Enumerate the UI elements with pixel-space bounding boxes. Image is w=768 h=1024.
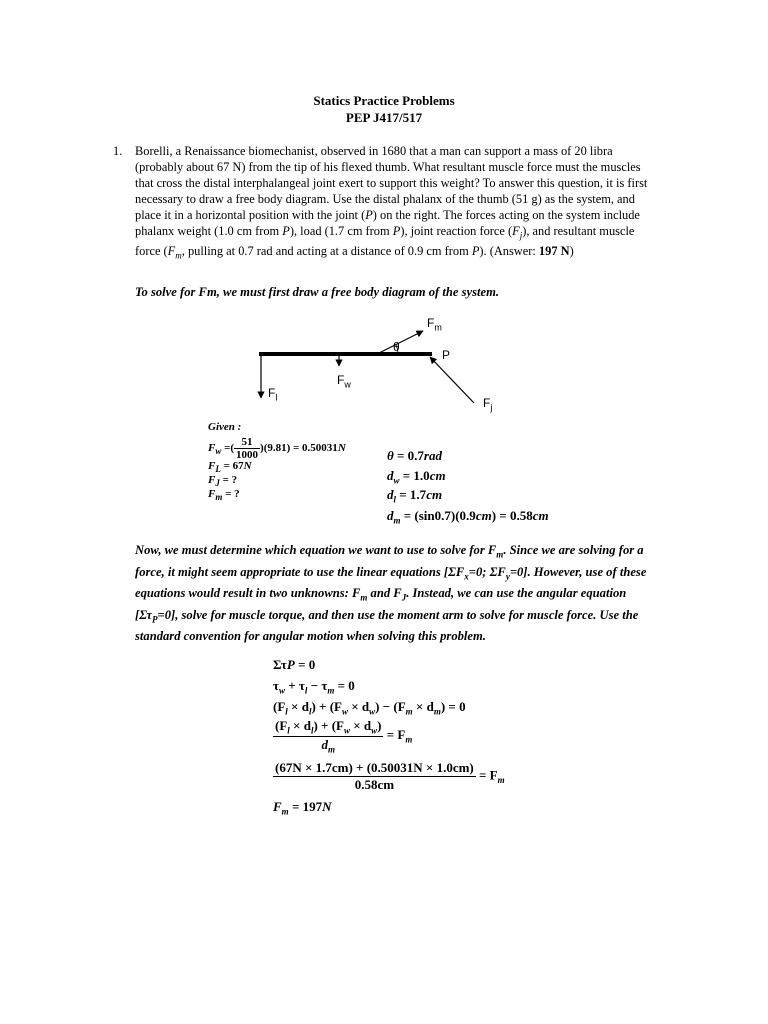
fw-label: $F_w$ (337, 373, 351, 390)
given-heading: Given : (208, 421, 242, 433)
method-explanation: Now, we must determine which equation we want to use to solve for $F_m$. Since we are solving for a force, it might seem appropriate to use the linear equations [$\Sigma F_x=0$; $\Sigma F_y=0$]. However, use of these equations would result in two unknowns: $F_m$ and $F_J$. Instead, we can use the angular equation $[\Sigma\tau_P=0]$, solve for muscle torque, and then use the moment arm to solve for muscle force. Use the standard convention for angular motion when solving this problem. (135, 543, 647, 644)
given-dw: $d_w = 1.0cm$ (387, 468, 446, 486)
given-fm: $F_m$ = ? (208, 488, 240, 503)
given-fl: $F_L = 67N$ (208, 460, 252, 475)
problem-1 (113, 143, 653, 264)
fm-arrow (377, 331, 423, 354)
problem-statement: Borelli, a Renaissance biomechanist, observed in 1680 that a man can support a mass of 20 libra (probably about 67 N) from the tip of his flexed thumb. What resultant muscle force must the muscles that cross the distal interphalangeal joint exert to support this weight? To answer this question, it is first necessary to draw a free body diagram. Use the distal phalanx of the thumb (51 g) as the system, and place it in a horizontal position with the joint (P) on the right. The forces acting on the system include phalanx weight (1.0 cm from P), load (1.7 cm from P), joint reaction force $(F_j)$, and resultant muscle force ($F_m$, pulling at 0.7 rad and acting at a distance of 0.9 cm from P). (Answer: 197 N) (135, 144, 648, 261)
equation-5: $\frac{(67N \times 1.7cm) + (0.50031N \times 1.0cm)}{0.58cm}$ = $F_m$ (275, 760, 505, 792)
p-label: P (442, 348, 451, 362)
answer-value: 197 N (538, 244, 570, 259)
equation-1: ΣτP = 0 (273, 657, 316, 672)
given-theta: θ = 0.7rad (387, 448, 442, 463)
fbd-intro: To solve for Fm, we must first draw a free body diagram of the system. (135, 285, 500, 299)
problem-number: 1. (113, 144, 123, 158)
given-dl: $d_l = 1.7cm$ (387, 487, 443, 505)
given-fw: $F_w$ =( $\frac{51}{1000}$ )(9.81) = 0.50031N (208, 436, 346, 461)
theta-label: θ (393, 340, 400, 354)
given-fj: $F_J$ = ? (208, 474, 238, 489)
equation-6-result: $F_m = 197N$ (273, 799, 332, 817)
fj-label: $F_j$ (483, 396, 493, 413)
equation-3: $(F_l \times d_l) + (F_w \times d_w) - (F_m \times d_m) = 0$ (273, 699, 466, 717)
free-body-diagram (240, 310, 520, 425)
given-dm: $d_m = (\sin 0.7)(0.9cm) = 0.58cm$ (387, 508, 549, 526)
course-code: PEP J417/517 (345, 110, 423, 125)
fm-label: $F_m$ (427, 316, 442, 333)
fj-arrow (430, 357, 474, 403)
page-title: Statics Practice Problems (313, 93, 455, 108)
fl-label: $F_l$ (268, 386, 278, 403)
equation-2: $\tau_w + \tau_l - \tau_m = 0$ (273, 678, 355, 696)
equation-4: $\frac{(F_l \times d_l) + (F_w \times d_w)}{d_m}$ = $F_m$ (275, 718, 413, 755)
